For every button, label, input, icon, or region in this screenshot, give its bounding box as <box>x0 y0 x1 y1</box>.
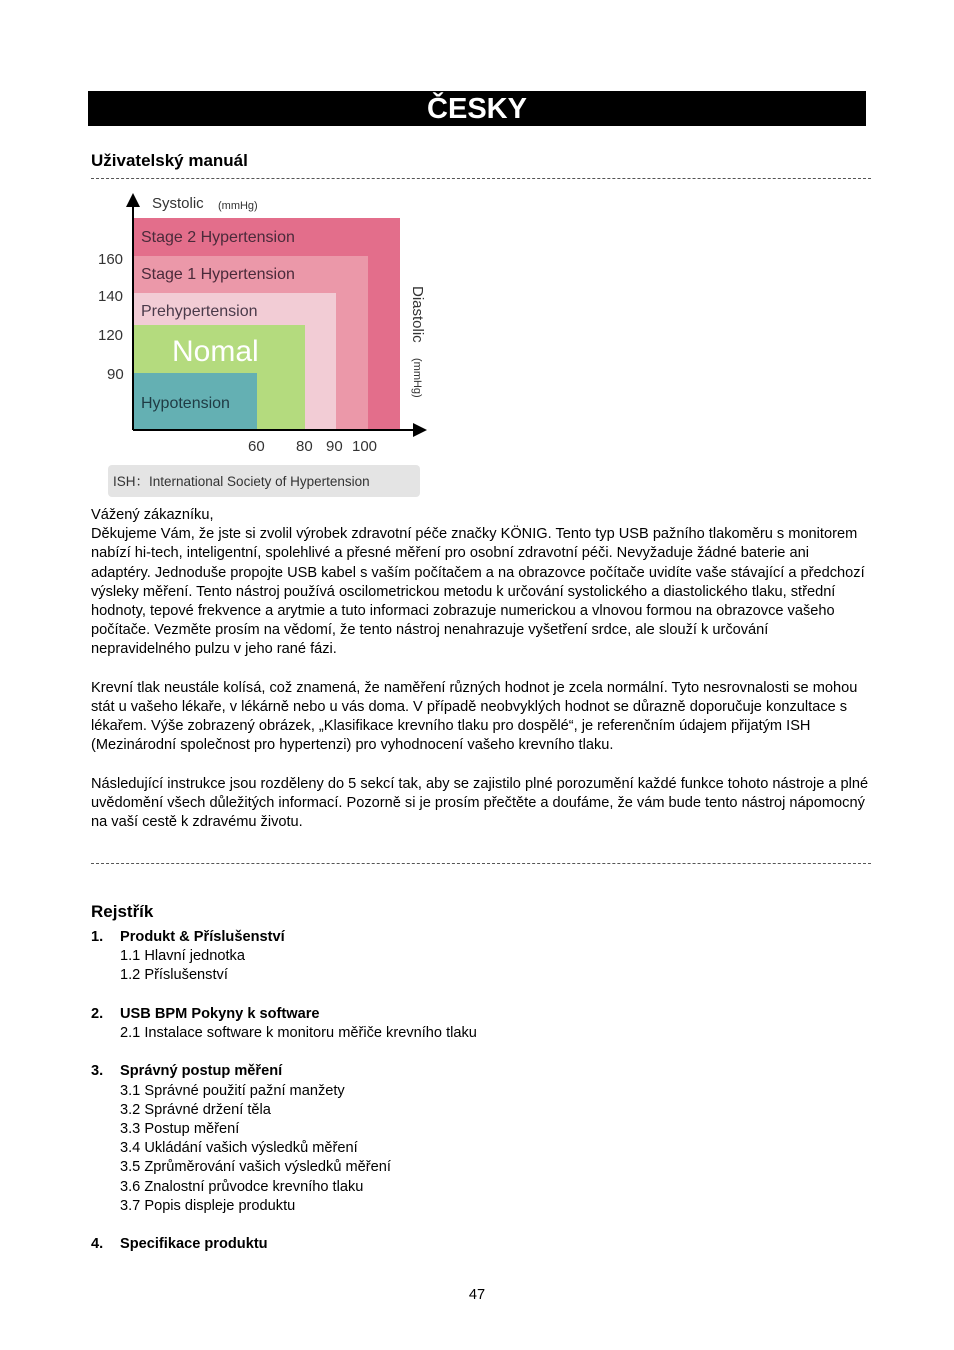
bp-classification-chart <box>90 188 435 503</box>
index-item: 3.1 Správné použití pažní manžety <box>120 1082 345 1099</box>
section-title: Specifikace produktu <box>120 1236 268 1253</box>
language-banner: ČESKY <box>88 91 866 126</box>
zone-label-prehypertension: Prehypertension <box>141 303 258 320</box>
index-item: 3.7 Popis displeje produktu <box>120 1197 296 1214</box>
index-item: 3.4 Ukládání vašich výsledků měření <box>120 1140 358 1157</box>
index-heading: Rejstřík <box>91 902 154 921</box>
y-axis-arrow-icon <box>126 193 140 207</box>
y-tick: 90 <box>107 366 124 383</box>
index-item: 1.1 Hlavní jednotka <box>120 948 245 965</box>
index-item: 3.3 Postup měření <box>120 1121 240 1137</box>
x-tick: 60 <box>248 438 265 455</box>
section-number: 1. <box>91 929 104 945</box>
y-tick: 140 <box>98 288 124 305</box>
x-axis-label: Diastolic <box>409 286 426 343</box>
section-title: Produkt & Příslušenství <box>120 929 285 945</box>
y-tick: 160 <box>98 251 124 268</box>
section-number: 2. <box>91 1005 104 1022</box>
x-axis-arrow-icon <box>413 423 427 437</box>
index-section <box>91 1062 791 1216</box>
section-title: USB BPM Pokyny k software <box>120 1005 320 1022</box>
zone-label-hypotension: Hypotension <box>141 395 230 412</box>
divider-top <box>91 178 871 179</box>
index-section <box>91 1235 791 1254</box>
x-axis-unit: (mmHg) <box>411 358 423 398</box>
index-list <box>91 928 791 1274</box>
x-tick: 90 <box>326 438 343 455</box>
zone-label-stage1: Stage 1 Hypertension <box>141 266 295 283</box>
manual-heading: Uživatelský manuál <box>91 151 248 170</box>
paragraph: Vážený zákazníku, Děkujeme Vám, že jste si zvolil výrobek zdravotní péče značky KÖNIG. Tento typ USB pažního tlakoměru s monitorem nabízí hi-tech, inteligentní, spolehlivé a přesné měření pro osobní zdravotní péči. Nevyžaduje žádné baterie ani adaptéry. Jednoduše propojte USB kabel s vaším počítačem a na obrazovce počítače uvidíte vaše stávající a předchozí výsleky měření. Tento nástroj používá oscilometrickou metodu k určování systolického a diastolického tlaku, střední hodnoty, tepové frekvence a arytmie a tuto informaci zobrazuje numerickou a vlnovou formou na obrazovce vašeho počítače. Vezměte prosím na vědomí, že tento nástroj nenahrazuje vyšetření srdce, ale slouží k určování nepravidelného pulzu v jeho rané fázi. <box>91 507 865 658</box>
y-tick: 120 <box>98 327 124 344</box>
section-number: 3. <box>91 1063 104 1080</box>
x-tick: 100 <box>352 438 378 455</box>
index-section <box>91 928 791 986</box>
zone-label-normal: Nomal <box>172 335 259 368</box>
paragraph: Krevní tlak neustále kolísá, což znamená, že naměření různých hodnot je zcela normální. Tyto nesrovnalosti se mohou stát u vašeho lékaře, v lékárně nebo u vás doma. V případě neobvyklých hodnot se důrazně doporučuje konzultace s lékařem. Výše zobrazený obrázek, „Klasifikace krevního tlaku pro dospělé“, je referenčním údajem přijatým ISH (Mezinárodní společnost pro hypertenzi) pro vyhodnocení vašeho krevního tlaku. <box>91 679 858 754</box>
index-item: 3.2 Správné držení těla <box>120 1101 271 1118</box>
index-item: 3.6 Znalostní průvodce krevního tlaku <box>120 1178 364 1195</box>
page-number: 47 <box>468 1287 486 1303</box>
zone-label-stage2: Stage 2 Hypertension <box>141 229 295 246</box>
paragraph: Následující instrukce jsou rozděleny do 5 sekcí tak, aby se zajistilo plné porozumění každé funkce tohoto nástroje a plné uvědomění všech důležitých informací. Pozorně si je prosím přečtěte a doufáme, že vám bude tento nástroj nápomocný na vaší cestě k zdravému životu. <box>91 775 869 831</box>
index-item: 2.1 Instalace software k monitoru měřiče krevního tlaku <box>120 1025 477 1041</box>
index-item: 1.2 Příslušenství <box>120 967 228 984</box>
x-tick: 80 <box>296 438 313 455</box>
section-number: 4. <box>91 1236 104 1253</box>
index-item: 3.5 Zprůměrování vašich výsledků měření <box>120 1159 391 1176</box>
index-section <box>91 1005 791 1043</box>
intro-text <box>91 506 871 852</box>
section-title: Správný postup měření <box>120 1063 283 1080</box>
ish-footnote: ISH：International Society of Hypertension <box>113 474 370 489</box>
y-axis-unit: (mmHg) <box>218 200 258 212</box>
y-axis-label: Systolic <box>152 195 204 212</box>
divider-bottom <box>91 863 871 864</box>
